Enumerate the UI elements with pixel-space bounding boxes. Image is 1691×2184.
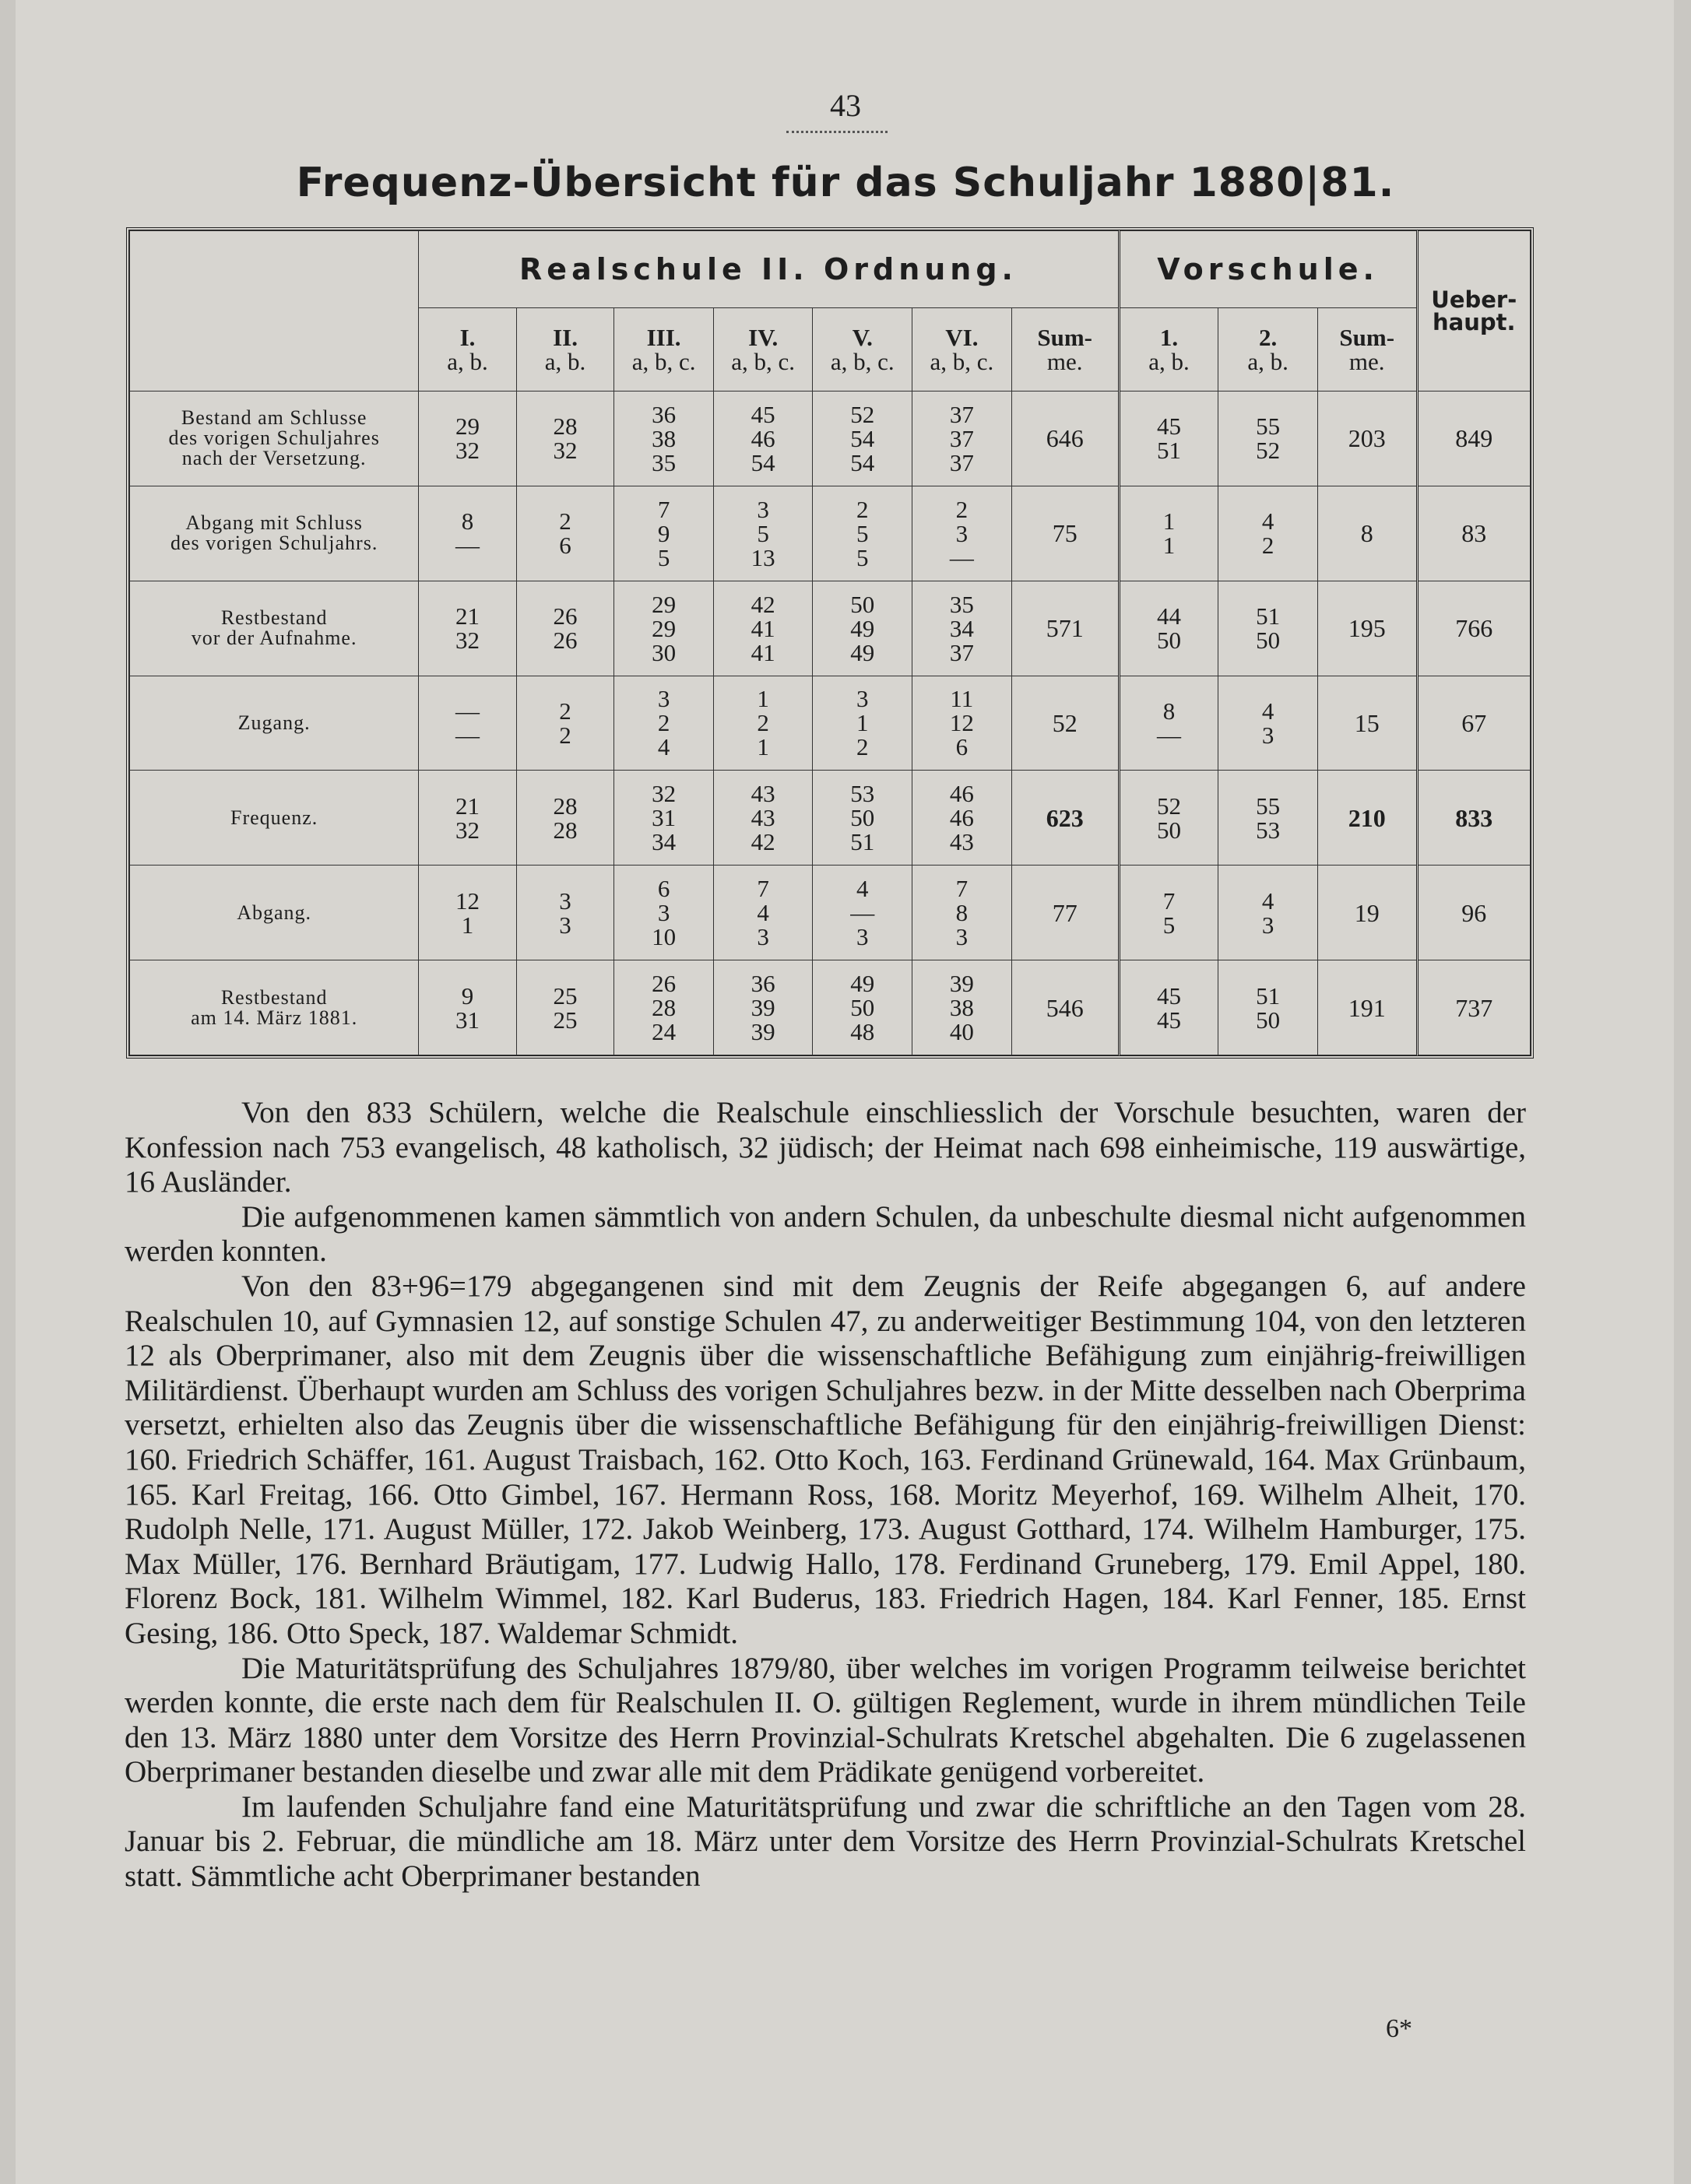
- column-header-numeral: 2.: [1259, 324, 1278, 351]
- table-cell: 67: [1417, 676, 1530, 771]
- paragraph: Von den 833 Schülern, welche die Realschule einschliesslich der Vorschule besuchten, waren der Konfession nach 753 evangelisch, 48 katholisch, 32 jüdisch; der Heimat nach 698 einheimische, 119 auswärtige, 16 Ausländer.: [125, 1096, 1526, 1199]
- page-number-ornament: [786, 123, 888, 133]
- table-cell: 546: [1011, 960, 1119, 1055]
- table-cell: 646: [1011, 392, 1119, 486]
- column-header: [419, 308, 517, 392]
- table-cell: 210: [1317, 771, 1417, 866]
- header-corner: [130, 231, 419, 392]
- column-header-classes: a, b.: [544, 348, 586, 375]
- row-label: Zugang.: [130, 676, 419, 771]
- table-cell: 4 3: [1218, 866, 1318, 960]
- table-cell: 7 9 5: [614, 486, 714, 581]
- row-label: Bestand am Schlusse des vorigen Schuljahres nach der Versetzung.: [130, 392, 419, 486]
- table-row: [130, 866, 1531, 960]
- column-header-numeral: II.: [553, 324, 578, 351]
- table-row: [130, 771, 1531, 866]
- table-cell: 8 —: [1119, 676, 1218, 771]
- paragraph: Die aufgenommenen kamen sämmtlich von andern Schulen, da unbeschulte diesmal nicht aufgenommen werden konnten.: [125, 1199, 1526, 1269]
- table-cell: 28 28: [516, 771, 614, 866]
- table-cell: 571: [1011, 581, 1119, 676]
- column-header: [1119, 308, 1218, 392]
- group-header-realschule: Realschule II. Ordnung.: [419, 231, 1119, 308]
- body-text: [125, 1096, 1526, 1894]
- table-cell: 21 32: [419, 771, 517, 866]
- column-header-ueberhaupt: Ueber- haupt.: [1417, 231, 1530, 392]
- table-cell: 4 3: [1218, 676, 1318, 771]
- table-cell: 1 2 1: [713, 676, 813, 771]
- page-title: Frequenz-Übersicht für das Schuljahr 1880|81.: [296, 160, 1395, 206]
- table-cell: 26 26: [516, 581, 614, 676]
- column-header: [1317, 308, 1417, 392]
- table-cell: 83: [1417, 486, 1530, 581]
- table-cell: 7 5: [1119, 866, 1218, 960]
- column-header-numeral: IV.: [748, 324, 779, 351]
- table-cell: 195: [1317, 581, 1417, 676]
- column-header-numeral: Sum-: [1037, 324, 1093, 351]
- table-cell: 11 12 6: [912, 676, 1012, 771]
- column-header: [614, 308, 714, 392]
- table-cell: 3 5 13: [713, 486, 813, 581]
- column-header: [912, 308, 1012, 392]
- table-cell: 9 31: [419, 960, 517, 1055]
- table-cell: 6 3 10: [614, 866, 714, 960]
- table-cell: 28 32: [516, 392, 614, 486]
- table-cell: 203: [1317, 392, 1417, 486]
- table-cell: 29 32: [419, 392, 517, 486]
- paragraph: Im laufenden Schuljahre fand eine Maturitätsprüfung und zwar die schriftliche an den Tagen vom 28. Januar bis 2. Februar, die mündliche am 18. März unter dem Vorsitze des Herrn Provinzial-Schulrats Kretschel statt. Sämmtliche acht Oberprimaner bestanden: [125, 1789, 1526, 1894]
- table-cell: 44 50: [1119, 581, 1218, 676]
- signature-mark: 6*: [1386, 2014, 1412, 2043]
- table-cell: 2 6: [516, 486, 614, 581]
- table-cell: 8 —: [419, 486, 517, 581]
- column-header-classes: a, b.: [1247, 348, 1288, 375]
- table-cell: 42 41 41: [713, 581, 813, 676]
- table-cell: 77: [1011, 866, 1119, 960]
- table-cell: 35 34 37: [912, 581, 1012, 676]
- table-cell: 75: [1011, 486, 1119, 581]
- page-number: 43: [830, 88, 861, 123]
- frequency-table: [129, 230, 1531, 1055]
- table-cell: 51 50: [1218, 581, 1318, 676]
- paragraph: Die Maturitätsprüfung des Schuljahres 1879/80, über welches im vorigen Programm teilweise berichtet werden konnte, die erste nach dem für Realschulen II. O. gültigen Reglement, wurde in ihrem mündlichen Teile den 13. März 1880 unter dem Vorsitze des Herrn Provinzial-Schulrats Kretschel abgehalten. Die 6 zugelassenen Oberprimaner bestanden dieselbe und zwar alle mit dem Prädikate genügend vorbereitet.: [125, 1651, 1526, 1789]
- table-cell: 46 46 43: [912, 771, 1012, 866]
- table-cell: 4 2: [1218, 486, 1318, 581]
- table-cell: 3 3: [516, 866, 614, 960]
- table-cell: — —: [419, 676, 517, 771]
- table-cell: 52: [1011, 676, 1119, 771]
- column-header-classes: a, b, c.: [731, 348, 796, 375]
- row-label: Restbestand vor der Aufnahme.: [130, 581, 419, 676]
- table-cell: 8: [1317, 486, 1417, 581]
- table-cell: 96: [1417, 866, 1530, 960]
- table-cell: 43 43 42: [713, 771, 813, 866]
- column-header: [1011, 308, 1119, 392]
- column-header-numeral: III.: [646, 324, 681, 351]
- table-row: [130, 392, 1531, 486]
- column-header-classes: a, b, c.: [830, 348, 895, 375]
- column-header-numeral: 1.: [1159, 324, 1179, 351]
- table-cell: 50 49 49: [813, 581, 912, 676]
- table-cell: 21 32: [419, 581, 517, 676]
- table-cell: 25 25: [516, 960, 614, 1055]
- group-header-vorschule: Vorschule.: [1119, 231, 1417, 308]
- column-header-numeral: Sum-: [1339, 324, 1395, 351]
- row-label: Restbestand am 14. März 1881.: [130, 960, 419, 1055]
- table-cell: 52 54 54: [813, 392, 912, 486]
- table-cell: 36 39 39: [713, 960, 813, 1055]
- column-header: [1218, 308, 1318, 392]
- table-cell: 36 38 35: [614, 392, 714, 486]
- table-cell: 55 52: [1218, 392, 1318, 486]
- column-header-classes: me.: [1348, 348, 1385, 375]
- table-cell: 2 5 5: [813, 486, 912, 581]
- table-cell: 45 51: [1119, 392, 1218, 486]
- table-cell: 2 2: [516, 676, 614, 771]
- table-cell: 19: [1317, 866, 1417, 960]
- frequency-table-frame: [126, 227, 1534, 1059]
- table-cell: 37 37 37: [912, 392, 1012, 486]
- table-row: [130, 581, 1531, 676]
- table-cell: 833: [1417, 771, 1530, 866]
- table-cell: 191: [1317, 960, 1417, 1055]
- table-cell: 7 8 3: [912, 866, 1012, 960]
- table-cell: 3 2 4: [614, 676, 714, 771]
- row-label: Abgang.: [130, 866, 419, 960]
- table-cell: 32 31 34: [614, 771, 714, 866]
- column-header-numeral: V.: [852, 324, 873, 351]
- table-cell: 49 50 48: [813, 960, 912, 1055]
- column-header-classes: me.: [1046, 348, 1083, 375]
- table-row: [130, 960, 1531, 1055]
- table-cell: 39 38 40: [912, 960, 1012, 1055]
- table-cell: 623: [1011, 771, 1119, 866]
- column-header-classes: a, b.: [1148, 348, 1190, 375]
- table-cell: 12 1: [419, 866, 517, 960]
- row-label: Abgang mit Schluss des vorigen Schuljahrs.: [130, 486, 419, 581]
- table-cell: 1 1: [1119, 486, 1218, 581]
- column-header-classes: a, b, c.: [930, 348, 994, 375]
- table-cell: 55 53: [1218, 771, 1318, 866]
- table-cell: 737: [1417, 960, 1530, 1055]
- table-cell: 15: [1317, 676, 1417, 771]
- table-cell: 26 28 24: [614, 960, 714, 1055]
- column-header: [713, 308, 813, 392]
- table-cell: 51 50: [1218, 960, 1318, 1055]
- table-cell: 4 — 3: [813, 866, 912, 960]
- column-header: [813, 308, 912, 392]
- table-cell: 3 1 2: [813, 676, 912, 771]
- table-row: [130, 676, 1531, 771]
- paragraph: Von den 83+96=179 abgegangenen sind mit dem Zeugnis der Reife abgegangen 6, auf andere Realschulen 10, auf Gymnasien 12, auf sonstige Schulen 47, zu anderweitiger Bestimmung 104, von den letzteren 12 als Oberprimaner, also mit dem Zeugnis über die wissenschaftliche Befähigung zum einjährig-freiwilligen Militärdienst. Überhaupt wurden am Schluss des vorigen Schuljahres bezw. in der Mitte desselben nach Oberprima versetzt, erhielten also das Zeugnis über die wissenschaftliche Befähigung für den einjährig-freiwilligen Dienst: 160. Friedrich Schäffer, 161. August Traisbach, 162. Otto Koch, 163. Ferdinand Grünewald, 164. Max Grünbaum, 165. Karl Freitag, 166. Otto Gimbel, 167. Hermann Ross, 168. Moritz Meyerhof, 169. Wilhelm Alheit, 170. Rudolph Nelle, 171. August Müller, 172. Jakob Weinberg, 173. August Gotthard, 174. Wilhelm Hamburger, 175. Max Müller, 176. Bernhard Bräutigam, 177. Ludwig Hallo, 178. Ferdinand Gruneberg, 179. Emil Appel, 180. Florenz Bock, 181. Wilhelm Wimmel, 182. Karl Buderus, 183. Friedrich Hagen, 184. Karl Fenner, 185. Ernst Gesing, 186. Otto Speck, 187. Waldemar Schmidt.: [125, 1269, 1526, 1650]
- table-cell: 849: [1417, 392, 1530, 486]
- table-cell: 7 4 3: [713, 866, 813, 960]
- table-cell: 45 45: [1119, 960, 1218, 1055]
- column-header: [516, 308, 614, 392]
- table-cell: 53 50 51: [813, 771, 912, 866]
- row-label: Frequenz.: [130, 771, 419, 866]
- table-cell: 29 29 30: [614, 581, 714, 676]
- table-cell: 766: [1417, 581, 1530, 676]
- column-header-classes: a, b.: [447, 348, 488, 375]
- table-row: [130, 486, 1531, 581]
- table-cell: 52 50: [1119, 771, 1218, 866]
- column-header-numeral: I.: [459, 324, 476, 351]
- column-header-classes: a, b, c.: [631, 348, 696, 375]
- table-cell: 45 46 54: [713, 392, 813, 486]
- column-header-numeral: VI.: [945, 324, 979, 351]
- table-cell: 2 3 —: [912, 486, 1012, 581]
